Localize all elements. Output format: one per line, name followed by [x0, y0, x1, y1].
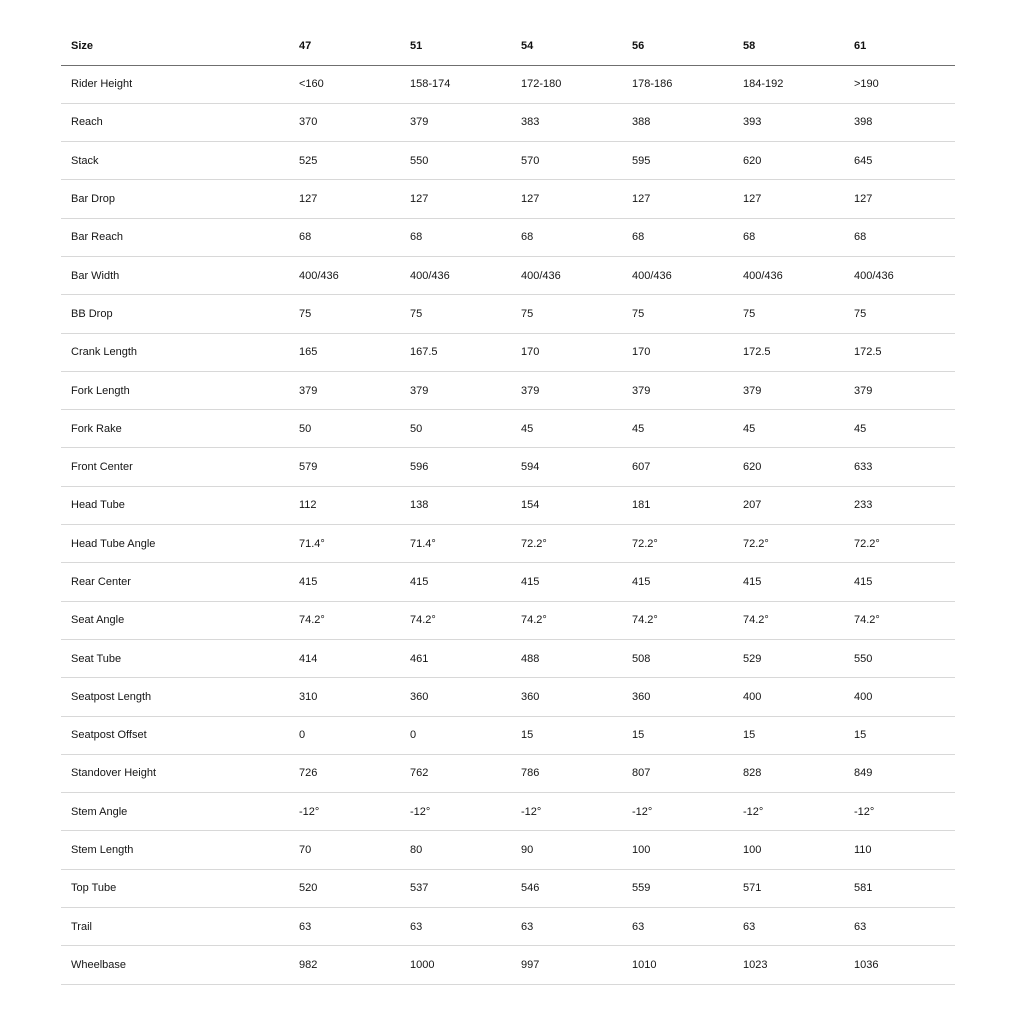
column-header-size-1: 47	[289, 28, 400, 65]
table-cell: 1023	[743, 958, 768, 971]
table-cell: 75	[854, 307, 867, 320]
table-cell: 415	[521, 576, 540, 588]
table-cell: 415	[410, 576, 429, 588]
table-cell: 400/436	[521, 269, 561, 282]
table-cell: 379	[854, 384, 873, 397]
table-cell: 127	[521, 193, 540, 206]
table-cell: 488	[521, 652, 540, 665]
table-cell: 75	[299, 307, 312, 320]
table-cell: 74.2°	[632, 614, 658, 627]
table-cell: 525	[299, 154, 318, 167]
table-cell: 165	[299, 346, 318, 359]
column-header-size-6: 61	[844, 28, 955, 65]
table-cell: 72.2°	[854, 537, 880, 550]
column-header-size-2: 51	[400, 28, 511, 65]
table-cell: 74.2°	[410, 614, 436, 627]
table-cell: 15	[632, 729, 645, 742]
table-cell: 63	[854, 920, 867, 933]
table-header	[61, 28, 955, 65]
table-row	[61, 256, 955, 294]
table-cell: 167.5	[410, 346, 438, 359]
table-cell: 546	[521, 882, 540, 895]
table-cell: 50	[299, 422, 312, 435]
table-cell: 620	[743, 461, 762, 474]
table-row	[61, 486, 955, 524]
table-cell: 63	[632, 920, 645, 933]
table-cell: 68	[743, 231, 756, 244]
row-label: Seatpost Offset	[71, 729, 147, 742]
table-cell: 15	[521, 729, 534, 742]
table-row	[61, 793, 955, 831]
row-label: Fork Length	[71, 384, 130, 397]
table-cell: 400/436	[743, 269, 783, 282]
table-cell: <160	[299, 78, 324, 91]
table-cell: 786	[521, 767, 540, 780]
geometry-table	[61, 28, 955, 985]
table-row	[61, 65, 955, 103]
row-label: Head Tube	[71, 499, 125, 512]
table-cell: 68	[410, 231, 423, 244]
table-cell: 15	[743, 729, 756, 742]
table-cell: 68	[854, 231, 867, 244]
table-cell: 90	[521, 844, 534, 857]
column-header-size-4: 56	[622, 28, 733, 65]
table-cell: 68	[521, 231, 534, 244]
table-cell: 571	[743, 882, 762, 895]
table-cell: 1036	[854, 958, 879, 971]
table-cell: 1000	[410, 958, 435, 971]
row-label: Seat Tube	[71, 652, 122, 665]
table-cell: 178-186	[632, 78, 673, 91]
row-label: Bar Width	[71, 269, 120, 282]
header-row	[61, 28, 955, 65]
row-label: Rear Center	[71, 576, 131, 588]
table-cell: 379	[299, 384, 318, 397]
table-cell: 559	[632, 882, 651, 895]
table-cell: 581	[854, 882, 873, 895]
table-row	[61, 333, 955, 371]
table-cell: -12°	[521, 805, 542, 818]
table-cell: 400	[854, 690, 873, 703]
table-cell: 360	[521, 690, 540, 703]
table-row	[61, 103, 955, 141]
table-cell: 172-180	[521, 78, 562, 91]
table-cell: -12°	[854, 805, 875, 818]
table-cell: 550	[854, 652, 873, 665]
row-label: Crank Length	[71, 346, 138, 359]
table-cell: 508	[632, 652, 651, 665]
row-label: Trail	[71, 920, 92, 933]
table-cell: 170	[521, 346, 540, 359]
table-cell: 127	[743, 193, 762, 206]
table-cell: 579	[299, 461, 318, 474]
row-label: Seatpost Length	[71, 690, 152, 703]
table-cell: 379	[410, 116, 429, 129]
table-cell: 127	[632, 193, 651, 206]
table-cell: 393	[743, 116, 762, 129]
table-cell: 74.2°	[854, 614, 880, 627]
row-label: Stack	[71, 154, 99, 167]
table-cell: 360	[410, 690, 429, 703]
row-label: Fork Rake	[71, 422, 122, 435]
table-cell: 1010	[632, 958, 657, 971]
table-cell: 400/436	[299, 269, 339, 282]
table-cell: 620	[743, 154, 762, 167]
table-cell: 74.2°	[299, 614, 325, 627]
row-label: Wheelbase	[71, 958, 127, 971]
column-header-size-3: 54	[511, 28, 622, 65]
table-cell: 158-174	[410, 78, 451, 91]
table-row	[61, 946, 955, 984]
row-label: Front Center	[71, 461, 133, 474]
table-row	[61, 448, 955, 486]
table-cell: 726	[299, 767, 318, 780]
table-cell: 594	[521, 461, 540, 474]
table-cell: 370	[299, 116, 318, 129]
table-cell: -12°	[743, 805, 764, 818]
table-cell: 997	[521, 958, 540, 971]
table-row	[61, 639, 955, 677]
table-cell: 172.5	[854, 346, 882, 359]
column-header-size-5: 58	[733, 28, 844, 65]
table-cell: 80	[410, 844, 423, 857]
table-cell: 982	[299, 958, 318, 971]
table-cell: 310	[299, 690, 318, 703]
row-label: BB Drop	[71, 307, 113, 320]
table-cell: 50	[410, 422, 423, 435]
table-cell: 100	[743, 844, 762, 857]
table-row	[61, 601, 955, 639]
table-cell: 15	[854, 729, 867, 742]
row-label: Bar Drop	[71, 193, 116, 206]
table-cell: 379	[521, 384, 540, 397]
table-cell: 383	[521, 116, 540, 129]
table-cell: 415	[299, 576, 318, 588]
table-cell: 63	[743, 920, 756, 933]
table-row	[61, 908, 955, 946]
table-row	[61, 410, 955, 448]
column-header-size: Size	[61, 28, 289, 65]
table-cell: 112	[299, 499, 317, 512]
table-row	[61, 371, 955, 409]
table-cell: -12°	[299, 805, 320, 818]
table-cell: 415	[632, 576, 651, 588]
table-cell: 45	[743, 422, 756, 435]
table-row	[61, 180, 955, 218]
table-cell: 207	[743, 499, 762, 512]
table-body	[61, 65, 955, 984]
table-cell: 100	[632, 844, 651, 857]
table-cell: 154	[521, 499, 540, 512]
table-cell: >190	[854, 78, 879, 91]
table-row	[61, 716, 955, 754]
table-cell: 63	[299, 920, 312, 933]
table-cell: 71.4°	[299, 537, 325, 550]
table-cell: 807	[632, 767, 651, 780]
table-cell: 45	[854, 422, 867, 435]
row-label: Stem Angle	[71, 805, 128, 818]
table-cell: 461	[410, 652, 429, 665]
table-row	[61, 678, 955, 716]
table-cell: 127	[854, 193, 873, 206]
table-cell: 379	[410, 384, 429, 397]
table-cell: 400/436	[632, 269, 672, 282]
row-label: Reach	[71, 116, 103, 129]
table-cell: 74.2°	[743, 614, 769, 627]
table-cell: 537	[410, 882, 429, 895]
table-cell: 68	[632, 231, 645, 244]
table-cell: 75	[632, 307, 645, 320]
table-cell: 400	[743, 690, 762, 703]
table-cell: 72.2°	[743, 537, 769, 550]
table-cell: 170	[632, 346, 651, 359]
table-cell: 550	[410, 154, 429, 167]
table-cell: 0	[299, 729, 306, 742]
table-cell: 45	[521, 422, 534, 435]
table-cell: 595	[632, 154, 651, 167]
row-label: Seat Angle	[71, 614, 125, 627]
table-cell: 172.5	[743, 346, 771, 359]
row-label: Rider Height	[71, 78, 133, 91]
table-cell: 127	[299, 193, 318, 206]
table-cell: 127	[410, 193, 429, 206]
table-cell: 379	[632, 384, 651, 397]
table-cell: 75	[410, 307, 423, 320]
table-cell: 388	[632, 116, 651, 129]
table-cell: 529	[743, 652, 762, 665]
table-row	[61, 218, 955, 256]
table-row	[61, 142, 955, 180]
table-cell: 360	[632, 690, 651, 703]
table-row	[61, 869, 955, 907]
table-cell: 110	[854, 844, 872, 857]
row-label: Head Tube Angle	[71, 537, 156, 550]
table-row	[61, 295, 955, 333]
table-cell: 415	[854, 576, 873, 588]
table-cell: 68	[299, 231, 312, 244]
row-label: Top Tube	[71, 882, 117, 895]
table-cell: 0	[410, 729, 417, 742]
table-cell: 233	[854, 499, 873, 512]
table-cell: 72.2°	[632, 537, 658, 550]
table-cell: 520	[299, 882, 318, 895]
table-cell: 414	[299, 652, 318, 665]
table-cell: 762	[410, 767, 429, 780]
table-cell: -12°	[632, 805, 653, 818]
table-row	[61, 831, 955, 869]
table-cell: 415	[743, 576, 762, 588]
table-row	[61, 754, 955, 792]
table-cell: 633	[854, 461, 873, 474]
table-cell: 400/436	[410, 269, 450, 282]
table-cell: 181	[632, 499, 651, 512]
table-cell: 138	[410, 499, 429, 512]
row-label: Stem Length	[71, 844, 134, 857]
table-cell: 75	[521, 307, 534, 320]
table-cell: 70	[299, 844, 312, 857]
table-cell: -12°	[410, 805, 431, 818]
table-cell: 74.2°	[521, 614, 547, 627]
table-cell: 570	[521, 154, 540, 167]
table-cell: 849	[854, 767, 873, 780]
table-cell: 607	[632, 461, 651, 474]
table-cell: 45	[632, 422, 645, 435]
table-cell: 398	[854, 116, 873, 129]
table-cell: 63	[410, 920, 423, 933]
table-cell: 379	[743, 384, 762, 397]
table-cell: 828	[743, 767, 762, 780]
table-row	[61, 563, 955, 601]
table-row	[61, 525, 955, 563]
table-cell: 63	[521, 920, 534, 933]
row-label: Bar Reach	[71, 231, 123, 244]
table-cell: 72.2°	[521, 537, 547, 550]
table-cell: 645	[854, 154, 873, 167]
table-cell: 75	[743, 307, 756, 320]
table-cell: 400/436	[854, 269, 894, 282]
table-cell: 184-192	[743, 78, 784, 91]
table-cell: 71.4°	[410, 537, 436, 550]
table-cell: 596	[410, 461, 429, 474]
row-label: Standover Height	[71, 767, 156, 780]
